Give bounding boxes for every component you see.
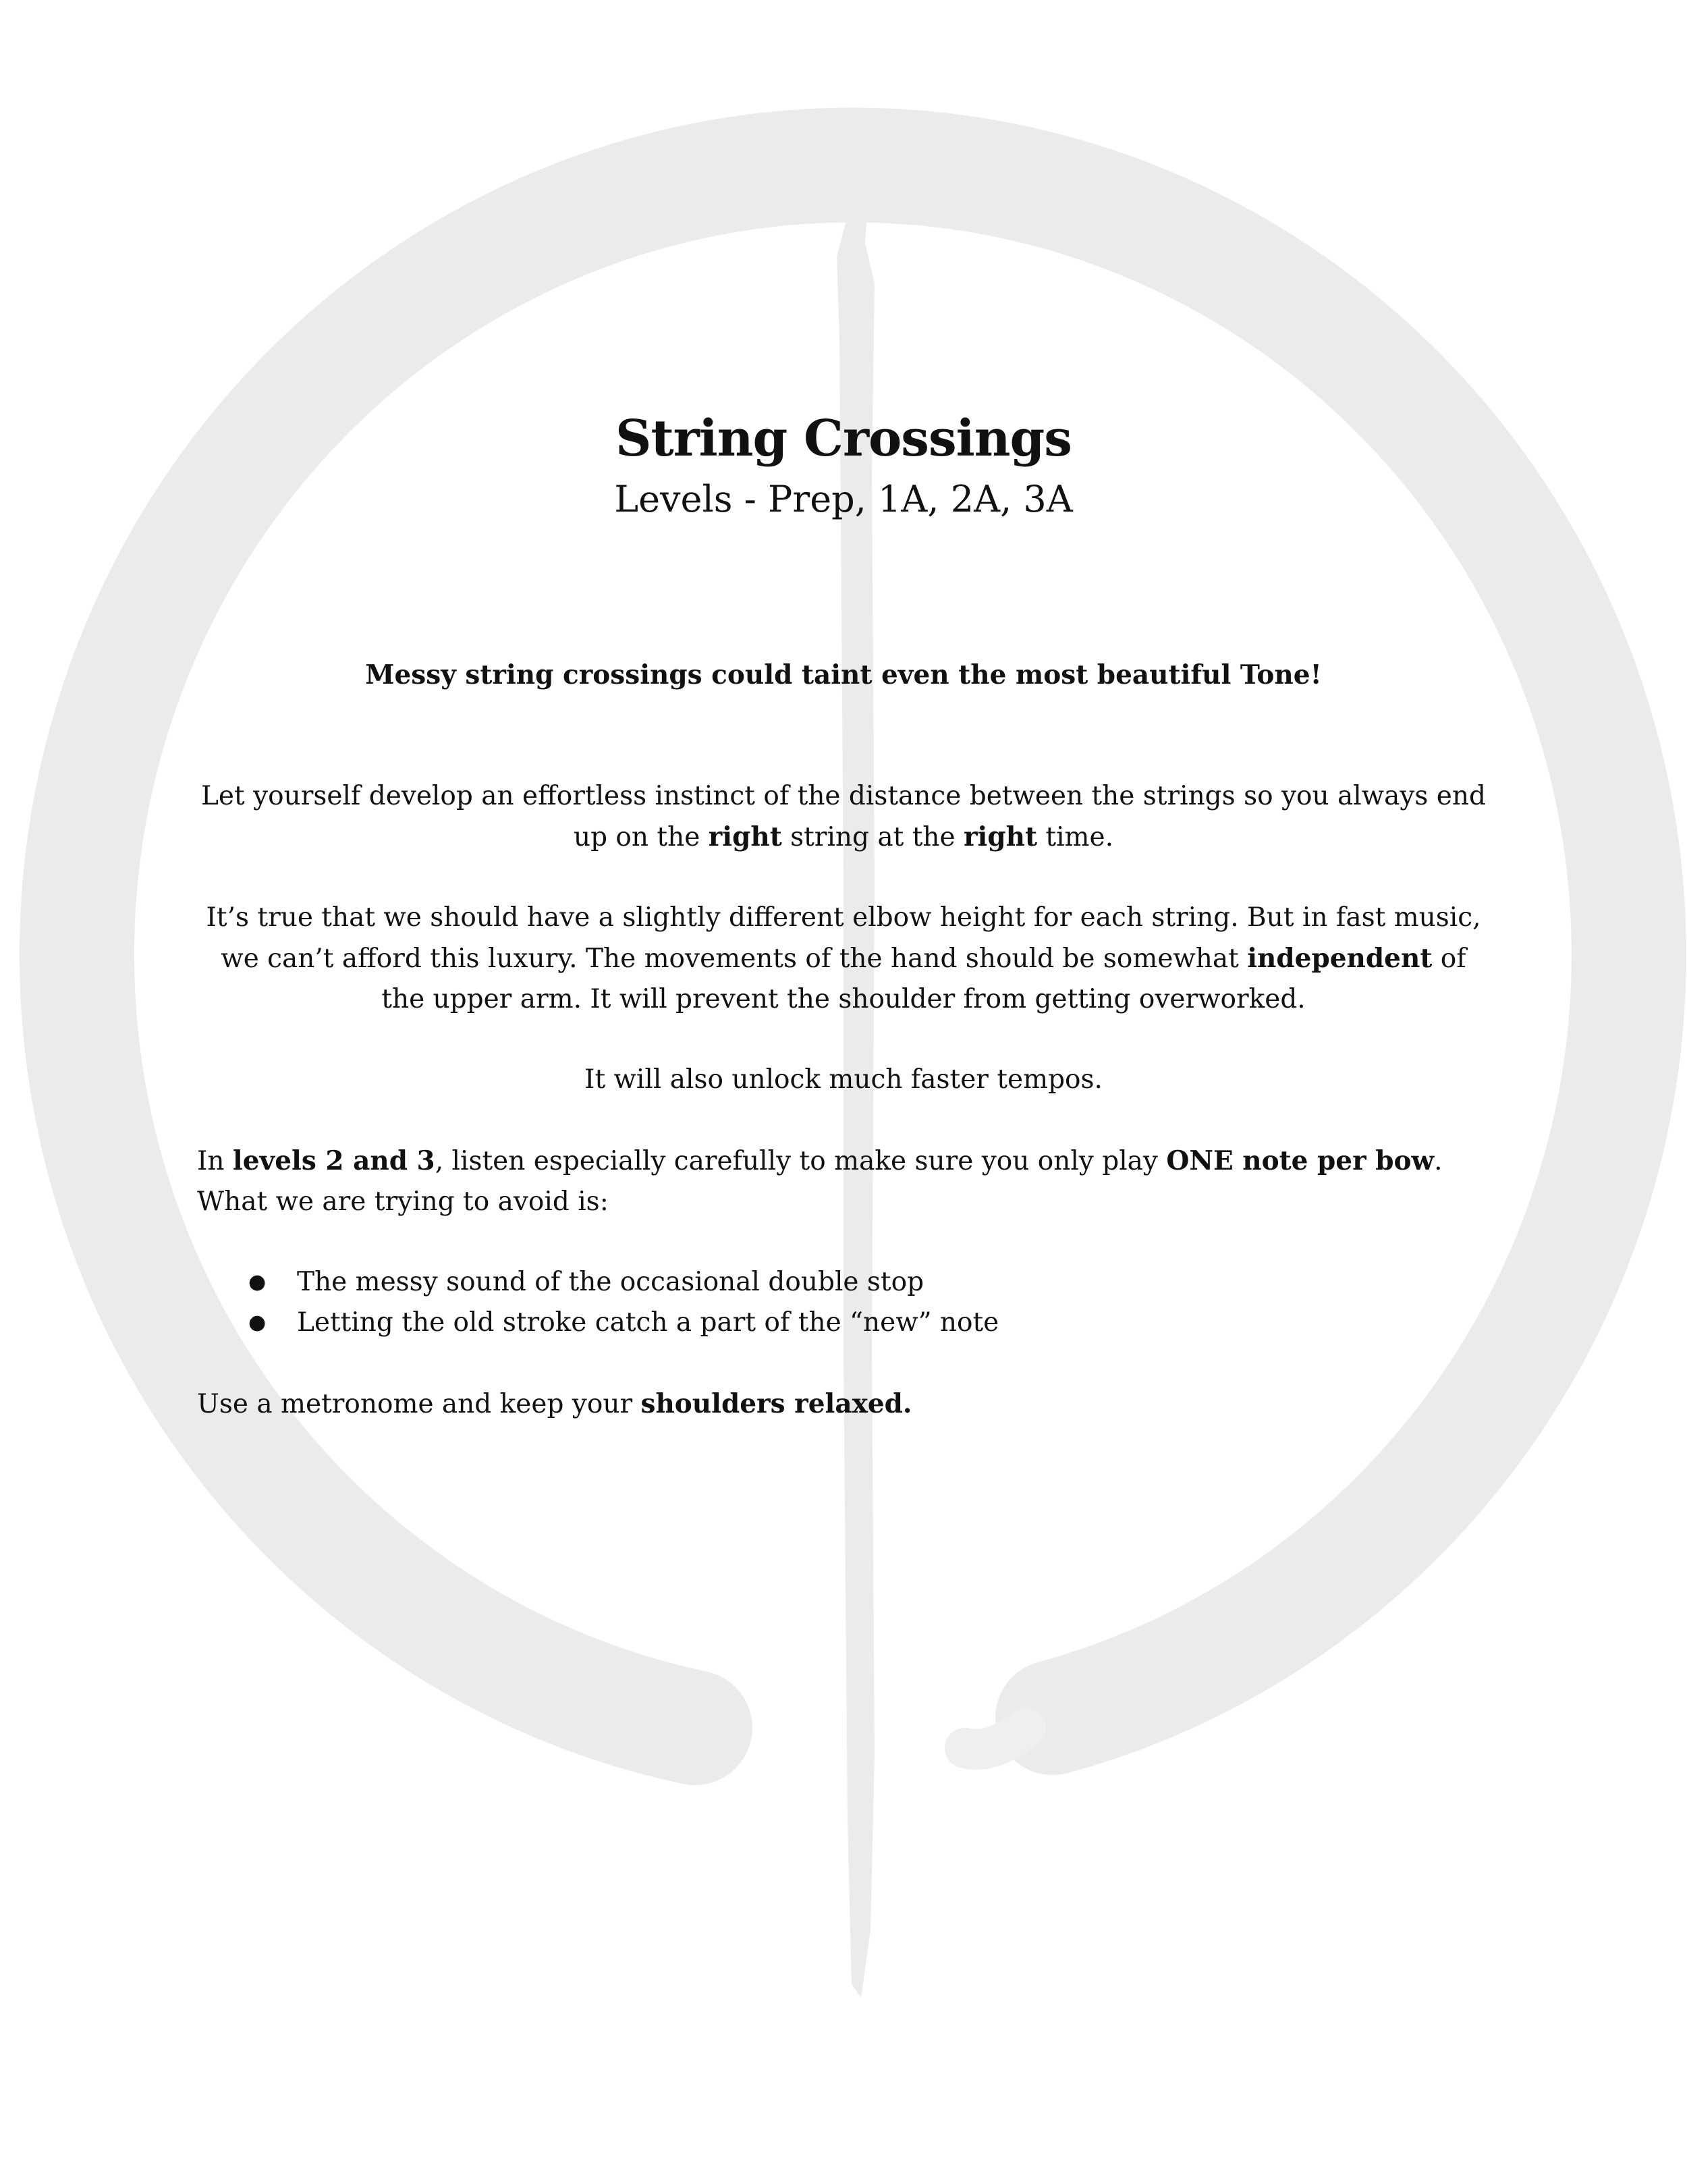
bullet-icon: ● [248, 1311, 267, 1334]
page-title: String Crossings [615, 410, 1072, 468]
paragraph-instinct [197, 776, 1490, 858]
paragraph-text: Let yourself develop an effortless instinct of the distance between the strings so you always end up on the [201, 781, 1486, 852]
paragraph-elbow-height [197, 898, 1490, 1020]
emphasis-right: right [708, 821, 782, 852]
paragraph-text: It’s true that we should have a slightly different elbow height for each string. But in fast music, we can’t afford this luxury. The movements of the hand should be somewhat [206, 902, 1481, 974]
emphasis-one-note: ONE note per bow [1166, 1145, 1435, 1176]
list-item [197, 1303, 1490, 1343]
paragraph-metronome [197, 1384, 1490, 1425]
paragraph-text: time. [1037, 822, 1114, 852]
emphasis-independent: independent [1247, 943, 1433, 974]
paragraph-text: In [197, 1146, 233, 1176]
emphasis-right: right [964, 821, 1038, 852]
emphasis-shoulders: shoulders relaxed. [640, 1388, 912, 1419]
paragraph-levels [197, 1141, 1490, 1222]
paragraph-text: of the upper arm. It will prevent the shoulder from getting overworked. [381, 944, 1466, 1014]
avoid-list [197, 1262, 1490, 1343]
list-item-text: The messy sound of the occasional double stop [297, 1267, 924, 1297]
paragraph-text: string at the [781, 822, 964, 852]
page-subtitle: Levels - Prep, 1A, 2A, 3A [614, 478, 1073, 520]
bullet-icon: ● [248, 1270, 267, 1294]
list-item [197, 1262, 1490, 1303]
paragraph-text: Use a metronome and keep your [197, 1389, 641, 1419]
emphasis-levels: levels 2 and 3 [232, 1145, 435, 1176]
paragraph-text: . What we are trying to avoid is: [197, 1146, 1443, 1217]
paragraph-text: , listen especially carefully to make sure you only play [435, 1146, 1167, 1176]
list-item-text: Letting the old stroke catch a part of the “new” note [297, 1307, 999, 1338]
tagline: Messy string crossings could taint even the most beautiful Tone! [365, 659, 1322, 690]
paragraph-tempos: It will also unlock much faster tempos. [584, 1064, 1103, 1095]
